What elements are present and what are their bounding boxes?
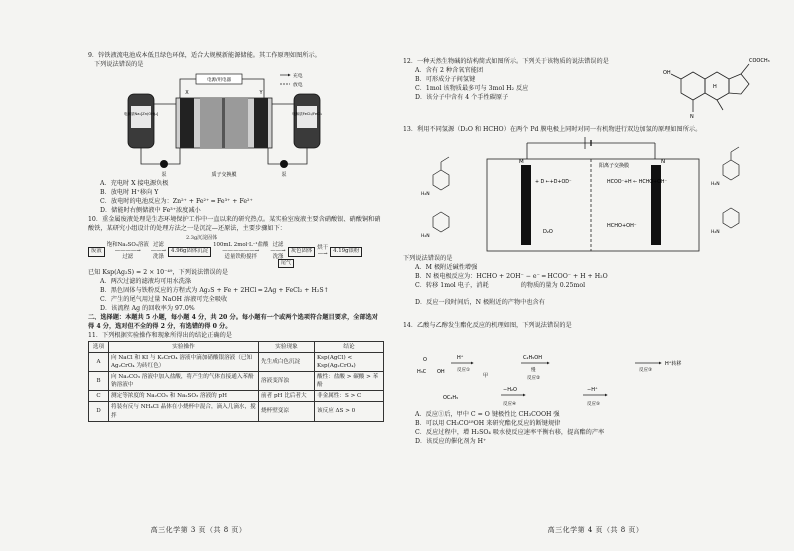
th-option: 选项 [89, 341, 109, 352]
flow-product: 灰色固体 [288, 247, 316, 257]
q13-option-a[interactable]: A．M 极附近碱性增强 [415, 263, 478, 271]
minus-water-label: −H₂O [503, 386, 517, 393]
q12-option-b[interactable]: B．可形成分子间氢键 [415, 75, 476, 83]
flow-gas: 尾气 [278, 259, 294, 268]
row-c-conclusion: 非金属性：S > C [315, 391, 384, 402]
membrane-label: 质子交换膜 [211, 171, 237, 178]
q10-flowchart: 2.3g沉淀固体 废液 饱和Na₂SO₃溶液 ————→ 过滤 过滤 ——→ 洗涤 4.96g固体沉淀 100mL 2mol·L⁻¹盐酸 ——————→ 适量铁粉搅拌 过滤 ——→ 洗涤 灰色固体 烘干 —→ 4.19g银粉 尾气 [88, 235, 384, 267]
row-d-conclusion: 该反应 ΔS > 0 [315, 402, 384, 421]
legend-charge: 充电 [293, 73, 303, 79]
flow-mass1: 4.96g固体沉淀 [168, 247, 211, 257]
right-page [397, 0, 794, 551]
q13-option-d[interactable]: D．反应一段时间后，N 极附近的产物中也含有 [415, 298, 545, 306]
q9-option-b[interactable]: B．放电时 H⁺移向 Y [100, 188, 159, 196]
row-b-label: B [89, 372, 109, 391]
pump-left-icon [160, 160, 168, 168]
esterification-mechanism [403, 331, 783, 411]
svg-text:H₂N: H₂N [711, 181, 720, 187]
q13-stem: 13．利用不同氢源（D₂O 和 HCHO）在两个 Pd 膜电极上同时对同一有机物进行双边加氢的原理如图所示。 [403, 126, 702, 133]
electrolysis-diagram [403, 135, 783, 255]
svg-text:H: H [713, 84, 717, 90]
flow-s4: 烘干 [317, 244, 329, 251]
q10-option-a[interactable]: A．两次过滤的滤液均可用水洗涤 [100, 277, 192, 285]
flow-final: 4.19g银粉 [330, 247, 362, 257]
table-row[interactable] [89, 372, 384, 391]
q9-figure [88, 70, 384, 180]
q14-option-c[interactable]: C．反应过程中，增 H₂SO₄ 吸水使反应速率平衡右移，提高酯的产率 [415, 428, 605, 436]
pump-right-label: 泵 [281, 171, 287, 178]
row-d-operation: 将装有反与 NH₄Cl 晶体在小烧杯中混合，滴入几滴水，搅拌 [109, 402, 259, 421]
reaction5-label: 反应⑤ [587, 401, 601, 407]
h-transfer-label: H⁺转移 [665, 360, 682, 367]
reaction3-label: 反应③ [639, 367, 653, 373]
flow-mass2: 2.3g沉淀固体 [186, 234, 218, 241]
electrode-m-plate [521, 165, 531, 245]
reaction4-label: 反应④ [503, 401, 517, 407]
q9-option-a[interactable]: A．充电时 X 接电源负极 [100, 179, 169, 187]
pump-right-icon [280, 160, 288, 168]
svg-text:OH: OH [663, 70, 671, 76]
battery-diagram [88, 70, 384, 180]
q14-option-a[interactable]: A．反应①后，甲中 C = O 键极性比 CH₃COOH 强 [415, 410, 560, 418]
q9-option-c[interactable]: C．放电时的电池反应为：Zn²⁺ + Fe²⁺ ═ Fe³⁺ + Fe²⁺ [100, 197, 253, 205]
left-reaction: + D ←+D+OD⁻ [535, 179, 572, 185]
electrode-m: M [519, 158, 524, 165]
q12-stem: 12．一种天然生物碱的结构简式如图所示。下列关于该物质的说法错误的是 [403, 58, 609, 65]
flow-reagent2: 适量铁粉搅拌 [224, 253, 257, 260]
q11-table [88, 341, 384, 422]
row-c-phenomenon: 前者 pH 比后者大 [259, 391, 315, 402]
hcho-label: HCHO+OH⁻ [607, 222, 637, 229]
electrode-n-plate [651, 165, 661, 245]
jia-label: 甲 [483, 372, 489, 379]
q9-option-d[interactable]: D．储能时右侧储液中 Fe³⁺浓度减小 [100, 206, 201, 214]
d2o-label: D₂O [543, 228, 553, 235]
flow-s2-bottom: 洗涤 [152, 253, 164, 260]
right-footer: 高三化学第 4 页（共 8 页） [547, 525, 644, 534]
reaction2-label: 反应② [527, 375, 541, 381]
th-phenomenon: 实验现象 [259, 341, 315, 352]
row-a-label: A [89, 352, 109, 371]
q10-option-c[interactable]: C．产生的尾气用过量 NaOH 溶液可完全吸收 [100, 295, 228, 303]
electrode-y: Y [259, 89, 263, 96]
row-a-conclusion: Ksp(AgCl) < Ksp(Ag₂CrO₄) [315, 352, 384, 371]
q13-figure [403, 135, 783, 255]
row-b-phenomenon: 溶液变浑浊 [259, 372, 315, 391]
och2h5-label: OC₂H₅ [443, 394, 459, 401]
legend-discharge: 放电 [293, 82, 303, 88]
q10-note: 已知 Ksp(Ag₂S) = 2 × 10⁻⁴⁹，下列说法错误的是 [88, 268, 229, 276]
table-row[interactable] [89, 391, 384, 402]
table-header-row [89, 341, 384, 352]
svg-text:H₂N: H₂N [421, 191, 430, 197]
row-a-phenomenon: 先生成白色沉淀 [259, 352, 315, 371]
right-column [403, 58, 783, 447]
row-c-operation: 测定等浓度的 Na₂CO₃ 和 Na₂SO₃ 溶液的 pH [109, 391, 259, 402]
row-b-conclusion: 酸性：盐酸 > 碳酸 > 苯酚 [315, 372, 384, 391]
q9-stem: 9．锌铁液流电池成本低且绿色环保，适合大规模新能源储能。其工作原理如图所示。 [88, 52, 321, 59]
section2-title: 二、选择题：本题共 5 小题，每小题 4 分，共 20 分。每小题有一个或两个选项符合题目要求，全部选对得 4 分，选对但不全的得 2 分，有选错的得 0 分。 [88, 313, 379, 330]
flow-s2-top: 过滤 [152, 241, 164, 248]
q9-ask: 下列说法错误的是 [94, 60, 144, 68]
svg-text:H₂N: H₂N [711, 229, 720, 235]
q13-option-c-text: C．转移 1mol 电子，消耗 [415, 281, 489, 289]
q13-option-b[interactable]: B．N 极电极反应为：HCHO + 2OH⁻ − e⁻ ═ HCOO⁻ + H + H₂O [415, 272, 608, 280]
q13-option-c[interactable] [415, 282, 783, 291]
th-conclusion: 结论 [315, 341, 384, 352]
table-row[interactable] [89, 402, 384, 421]
pump-left-label: 泵 [161, 171, 167, 178]
q14-stem: 14．乙酸与乙醇发生酯化反应的机理如图，下列说法错误的是 [403, 321, 572, 329]
svg-text:N: N [690, 114, 694, 120]
right-reaction: HCOO⁻+H ← HCHO+OH⁻ [607, 179, 668, 185]
q14-option-b[interactable]: B．可以用 CH₃CO¹⁸OH 来研究酯化反应的断键规律 [415, 419, 561, 427]
q12-option-c[interactable]: C．1mol 该物质最多可与 3mol H₂ 反应 [415, 84, 529, 92]
svg-text:O: O [423, 356, 427, 363]
q14-option-d[interactable]: D．该反应的催化剂为 H⁺ [415, 437, 487, 445]
q10-option-d[interactable]: D．该流程 Ag 的回收率为 97.0% [100, 304, 195, 312]
q10-stem: 10．重金属废液处理是生态环境保护工作中一直以来的研究热点。某实验室废液主要含硝酸银、硝酸铜和硝酸铁，某研究小组设计的处理方法之一是沉淀—还原法，主要步骤如下： [88, 215, 381, 232]
q12-block [403, 58, 783, 126]
svg-text:H₃C: H₃C [417, 368, 427, 375]
reaction1-label: 反应① [457, 367, 471, 373]
electrode-x: X [185, 89, 189, 96]
th-operation: 实验操作 [109, 341, 259, 352]
flow-s1-bottom: 过滤 [122, 253, 134, 260]
slow-label: 慢 [531, 367, 536, 373]
q14-mechanism [403, 331, 783, 411]
svg-text:OH: OH [437, 368, 445, 375]
q13-ask: 下列说法错误的是 [403, 254, 453, 262]
ester-group-label: COOCH₃ [749, 58, 770, 64]
left-column [88, 52, 384, 422]
flow-s3-top: 过滤 [272, 241, 284, 248]
q11-stem: 11．下列根据实验操作和现象所得出的结论正确的是 [88, 331, 232, 339]
right-tank-label: 电解质FeCl₃/FeCl₂ [291, 111, 323, 116]
table-row[interactable] [89, 352, 384, 371]
left-footer: 高三化学第 3 页（共 8 页） [150, 525, 247, 534]
flow-reagent: 100mL 2mol·L⁻¹盐酸 [213, 241, 269, 248]
h-plus-label: H⁺ [457, 354, 464, 361]
row-b-operation: 向 Na₂CO₃ 溶液中加入盐酸，将产生的气体直接通入苯酚钠溶液中 [109, 372, 259, 391]
electrode-n: N [661, 158, 666, 165]
row-c-label: C [89, 391, 109, 402]
q12-option-a[interactable]: A．含有 2 种含氧官能团 [415, 66, 484, 74]
flow-s1-top: 饱和Na₂SO₃溶液 [106, 241, 149, 248]
q13-option-c-tail: 的物质的量为 0.25mol [520, 281, 586, 289]
ethanol-label: C₂H₅OH [523, 354, 542, 361]
flow-s3-bottom: 洗涤 [272, 253, 284, 260]
svg-text:H₂N: H₂N [421, 233, 430, 239]
row-d-phenomenon: 烧杯壁变凉 [259, 402, 315, 421]
left-tank-label: 电解质Na₂[Zn(OH)₄] [123, 111, 159, 116]
flow-start: 废液 [88, 247, 105, 257]
power-label: 电源/用电器 [206, 77, 232, 83]
q12-option-d[interactable]: D．该分子中含有 4 个手性碳原子 [415, 93, 509, 101]
q10-option-b[interactable]: B．黑色固体与铁粉反应的方程式为 Ag₂S + Fe + 2HCl ═ 2Ag + FeCl₂ + H₂S↑ [100, 286, 329, 294]
alkaloid-structure [641, 54, 781, 124]
minus-h-label: −H⁺ [587, 386, 598, 393]
row-a-operation: 向 NaCl 和 KI 与 K₂CrO₄ 溶液中滴加硝酸银溶液（已知 Ag₂CrO₄ 为砖红色） [109, 352, 259, 371]
row-d-label: D [89, 402, 109, 421]
cation-membrane-label: 阳离子交换膜 [599, 162, 630, 169]
